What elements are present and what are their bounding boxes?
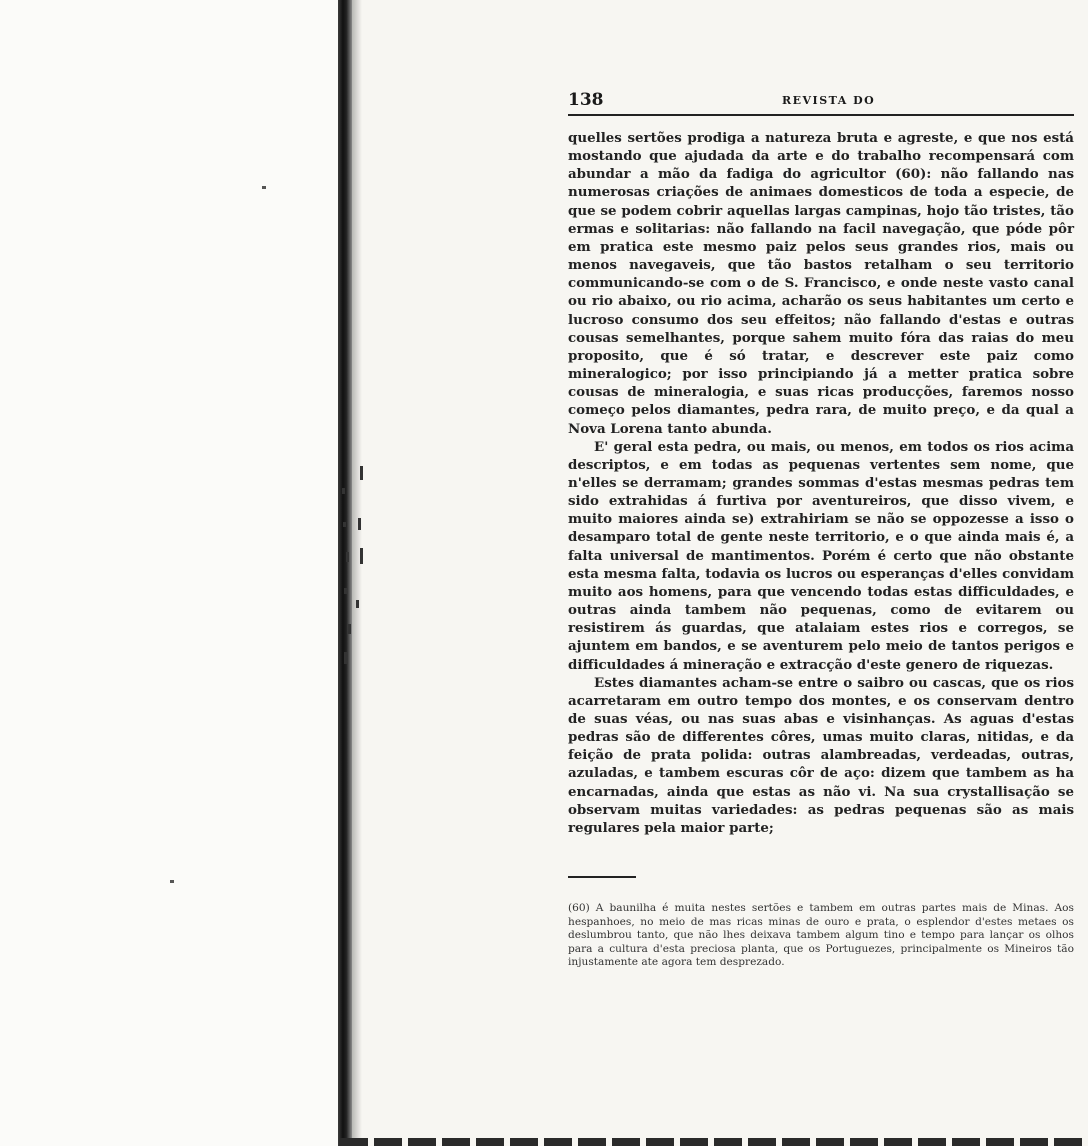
paragraph: quelles sertões prodiga a natureza bruta e agreste, e que nos está mostando que ajudada da arte e do trabalho recompensará com abundar a mão da fadiga do agricultor (60): não fallando nas numerosas criações de animaes domesticos de toda a especie, de que se podem cobrir aquellas largas campinas, hojo tão tristes, tão ermas e solitarias: não fallando na facil navegação, que póde pôr em pratica este mesmo paiz pelos seus grandes rios, mais ou menos navegaveis, que tão bastos retalham o seu territorio communicando-se com o de S. Francisco, e onde neste vasto canal ou rio abaixo, ou rio acima, acharão os seus habitantes um certo e lucroso consumo dos seu effeitos; não fallando d'estas e outras cousas semelhantes, porque sahem muito fóra das raias do meu proposito, que é só tratar, e descrever este paiz como mineralogico; por isso principiando já a metter pratica sobre cousas de mineralogia, e suas ricas producções, faremos nosso começo pelos diamantes, pedra rara, de muito preço, e da qual a Nova Lorena tanto abunda.	[568, 130, 1074, 437]
footnote-rule	[568, 876, 636, 878]
paper-speck	[170, 880, 174, 883]
body-text	[568, 129, 1074, 837]
page-number: 138	[568, 90, 604, 110]
paper-speck	[262, 186, 266, 189]
paragraph: Estes diamantes acham-se entre o saibro ou cascas, que os rios acarretaram em outro tempo dos montes, e os conservam dentro de suas véas, ou nas suas abas e visinhanças. As aguas d'estas pedras são de differentes côres, umas muito claras, nitidas, e da feição de prata polida: outras alambreadas, verdeadas, outras, azuladas, e tambem escuras côr de aço: dizem que tambem as ha encarnadas, ainda que estas as não vi. Na sua crystallisação se observam muitas variedades: as pedras pequenas são as mais regulares pela maior parte;	[568, 674, 1074, 836]
bottom-page-edge	[340, 1138, 1088, 1146]
paragraph: E' geral esta pedra, ou mais, ou menos, em todos os rios acima descriptos, e em todas as pequenas vertentes sem nome, que n'elles se derramam; grandes sommas d'estas mesmas pedras tem sido extrahidas á furtiva por aventureiros, que disso vivem, e muito maiores ainda se) extrahiriam se não se oppozesse a isso o desamparo total de gente neste territorio, e o que ainda mais é, a falta universal de mantimentos. Porém é certo que não obstante esta mesma falta, todavia os lucros ou esperanças d'elles convidam muito aos homens, para que vencendo todas estas difficuldades, e outras ainda tambem não pequenas, como de evitarem ou resistirem ás guardas, que atalaiam estes rios e corregos, se ajuntem em bandos, e se aventurem pelo meio de tantos perigos e difficuldades á mineração e extracção d'este genero de riquezas.	[568, 438, 1074, 673]
page-header	[568, 88, 1074, 116]
page-edge-marks	[340, 460, 374, 670]
running-title: REVISTA DO	[782, 94, 876, 107]
header-rule	[568, 114, 1074, 116]
left-page-blank	[0, 0, 338, 1146]
footnote: (60) A baunilha é muita nestes sertões e tambem em outras partes mais de Minas. Aos hespanhoes, no meio de mas ricas minas de ouro e prata, o esplendor d'estes metaes os deslumbrou tanto, que não lhes deixava tambem algum tino e tempo para lançar os olhos para a cultura d'esta preciosa planta, que os Portuguezes, principalmente os Mineiros tão injustamente ate agora tem desprezado.	[568, 902, 1074, 969]
